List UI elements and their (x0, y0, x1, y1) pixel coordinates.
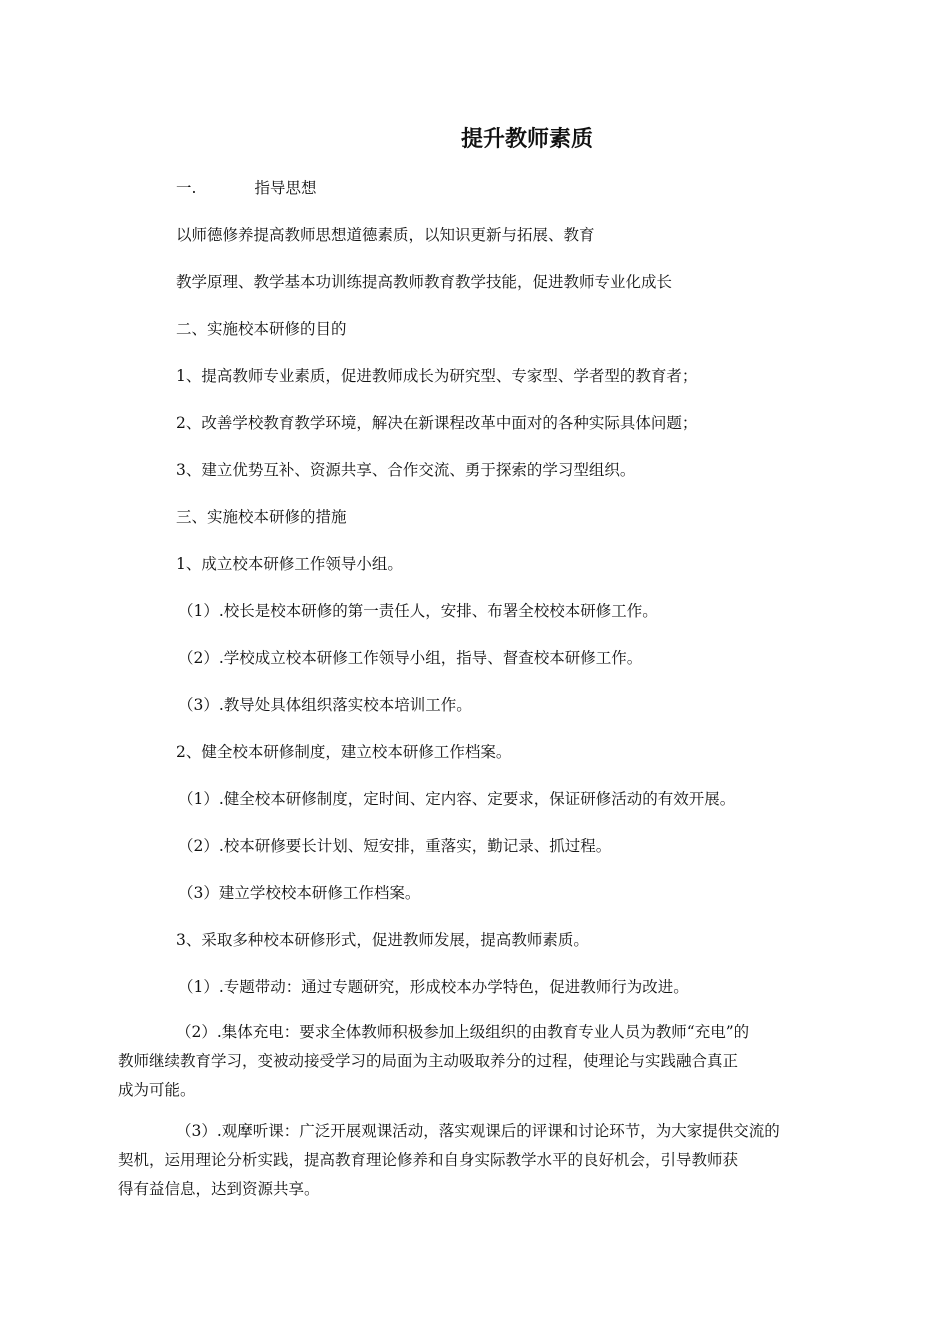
section-3-heading: 三、实施校本研修的措施 (176, 508, 347, 526)
paragraph-line: 成为可能。 (118, 1081, 196, 1099)
list-item: 2、健全校本研修制度，建立校本研修工作档案。 (176, 743, 512, 761)
section-1-number: 一. (176, 179, 197, 197)
paragraph-line: （3）.观摩听课：广泛开展观课活动，落实观课后的评课和讨论环节，为大家提供交流的 (176, 1122, 780, 1140)
sub-item: （2）.学校成立校本研修工作领导小组，指导、督查校本研修工作。 (178, 649, 643, 667)
section-2-heading: 二、实施校本研修的目的 (176, 320, 347, 338)
paragraph-line: 教师继续教育学习，变被动接受学习的局面为主动吸取养分的过程，使理论与实践融合真正 (118, 1052, 739, 1070)
list-item: 3、采取多种校本研修形式，促进教师发展，提高教师素质。 (176, 931, 589, 949)
section-1-heading (176, 176, 316, 198)
paragraph-line: 教学原理、教学基本功训练提高教师教育教学技能，促进教师专业化成长 (176, 273, 673, 291)
sub-item: （1）.健全校本研修制度，定时间、定内容、定要求，保证研修活动的有效开展。 (178, 790, 736, 808)
paragraph (118, 1117, 810, 1204)
sub-item: （3）建立学校校本研修工作档案。 (178, 884, 421, 902)
sub-item: （1）.校长是校本研修的第一责任人，安排、布署全校校本研修工作。 (178, 602, 658, 620)
paragraph-line: （2）.集体充电：要求全体教师积极参加上级组织的由教育专业人员为教师“充电”的 (176, 1023, 750, 1041)
sub-item: （2）.校本研修要长计划、短安排，重落实，勤记录、抓过程。 (178, 837, 612, 855)
page-title: 提升教师素质 (460, 126, 593, 152)
list-item: 1、提高教师专业素质，促进教师成长为研究型、专家型、学者型的教育者； (176, 367, 698, 385)
list-item: 2、改善学校教育教学环境，解决在新课程改革中面对的各种实际具体问题； (176, 414, 698, 432)
paragraph (118, 1018, 810, 1105)
paragraph-line: 以师德修养提高教师思想道德素质，以知识更新与拓展、教育 (176, 226, 595, 244)
list-item: 3、建立优势互补、资源共享、合作交流、勇于探索的学习型组织。 (176, 461, 636, 479)
paragraph-line: 得有益信息，达到资源共享。 (118, 1180, 320, 1198)
sub-item: （3）.教导处具体组织落实校本培训工作。 (178, 696, 472, 714)
sub-item: （1）.专题带动：通过专题研究，形成校本办学特色，促进教师行为改进。 (178, 978, 689, 996)
list-item: 1、成立校本研修工作领导小组。 (176, 555, 403, 573)
section-1-title: 指导思想 (254, 179, 317, 197)
paragraph-line: 契机，运用理论分析实践，提高教育理论修养和自身实际教学水平的良好机会，引导教师获 (118, 1151, 739, 1169)
